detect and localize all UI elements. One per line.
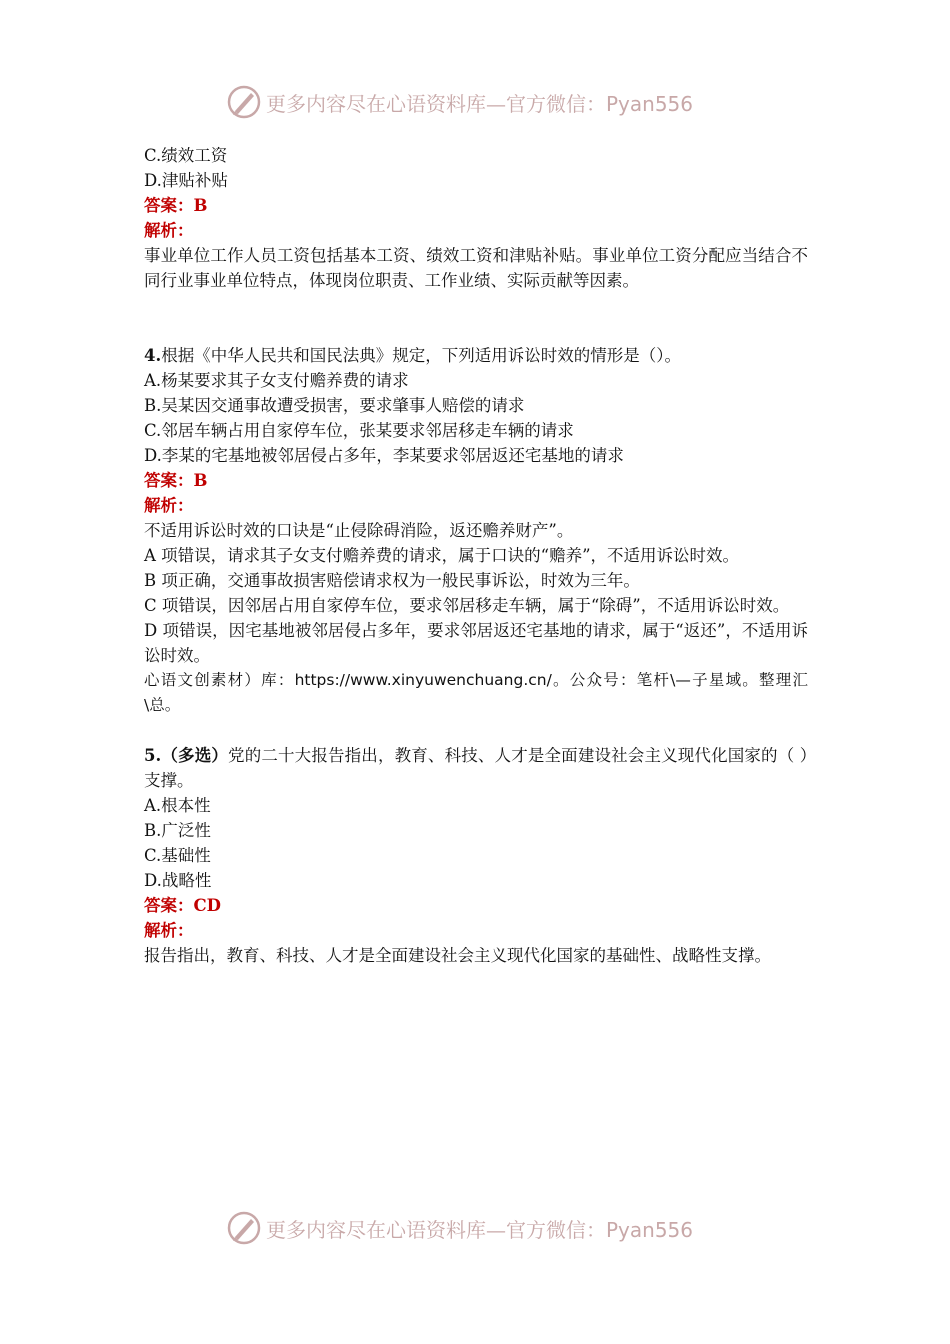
q4-analysis-4: C 项错误，因邻居占用自家停车位，要求邻居移走车辆，属于“除碍”，不适用诉讼时效。 (144, 596, 790, 615)
q4-option-b: B.吴某因交通事故遭受损害，要求肇事人赔偿的请求 (144, 396, 525, 415)
q3-option-d: D.津贴补贴 (144, 171, 228, 190)
q4-analysis-label: 解析： (144, 496, 194, 515)
banner-text (266, 88, 693, 117)
q4-number: 4. (144, 346, 162, 365)
q4-analysis-5: D 项错误，因宅基地被邻居侵占多年，要求邻居返还宅基地的请求，属于“返还”，不适用诉讼时效。 (144, 621, 808, 665)
banner-wechat-id: Pyan556 (606, 1217, 694, 1242)
q3-option-c: C.绩效工资 (144, 146, 228, 165)
pen-logo-icon (226, 1210, 262, 1246)
q4-analysis-3: B 项正确，交通事故损害赔偿请求权为一般民事诉讼，时效为三年。 (144, 571, 640, 590)
banner-wechat-id: Pyan556 (606, 91, 694, 116)
q4-analysis-2: A 项错误，请求其子女支付赡养费的请求，属于口诀的“赡养”，不适用诉讼时效。 (144, 546, 740, 565)
q4-analysis-1: 不适用诉讼时效的口诀是“止侵除碍消险，返还赡养财产”。 (144, 521, 574, 540)
q5-tag: （多选） (161, 746, 229, 765)
q4-stem (144, 343, 808, 368)
banner-text (266, 1214, 693, 1243)
q4-option-a: A.杨某要求其子女支付赡养费的请求 (144, 371, 409, 390)
q3-analysis-label: 解析： (144, 221, 194, 240)
q5-option-d: D.战略性 (144, 871, 212, 890)
q5-option-a: A.根本性 (144, 796, 211, 815)
pen-logo-icon (226, 84, 262, 120)
q4-source-note: 心语文创素材）库：https://www.xinyuwenchuang.cn/。公众号：笔杆\—子星域。整理汇\总。 (144, 671, 808, 714)
q3-answer: 答案：B (144, 196, 208, 215)
header-banner (0, 82, 950, 122)
banner-slogan: 更多内容尽在心语资料库—官方微信： (266, 91, 606, 116)
q5-number: 5. (144, 746, 162, 765)
footer-banner (0, 1208, 950, 1248)
q5-stem (144, 743, 808, 793)
q5-analysis-label: 解析： (144, 921, 194, 940)
q5-analysis: 报告指出，教育、科技、人才是全面建设社会主义现代化国家的基础性、战略性支撑。 (144, 946, 771, 965)
q5-option-b: B.广泛性 (144, 821, 211, 840)
q4-option-d: D.李某的宅基地被邻居侵占多年，李某要求邻居返还宅基地的请求 (144, 446, 624, 465)
q4-answer: 答案：B (144, 471, 208, 490)
q4-stem-text: 根据《中华人民共和国民法典》规定，下列适用诉讼时效的情形是（）。 (161, 346, 681, 365)
q4-option-c: C.邻居车辆占用自家停车位，张某要求邻居移走车辆的请求 (144, 421, 574, 440)
document-body (144, 143, 808, 968)
q5-option-c: C.基础性 (144, 846, 211, 865)
banner-slogan: 更多内容尽在心语资料库—官方微信： (266, 1217, 606, 1242)
q3-analysis: 事业单位工作人员工资包括基本工资、绩效工资和津贴补贴。事业单位工资分配应当结合不同行业事业单位特点，体现岗位职责、工作业绩、实际贡献等因素。 (144, 246, 808, 290)
q5-answer: 答案：CD (144, 896, 221, 915)
q5-stem-text: 党的二十大报告指出，教育、科技、人才是全面建设社会主义现代化国家的（ ）支撑。 (144, 746, 809, 790)
